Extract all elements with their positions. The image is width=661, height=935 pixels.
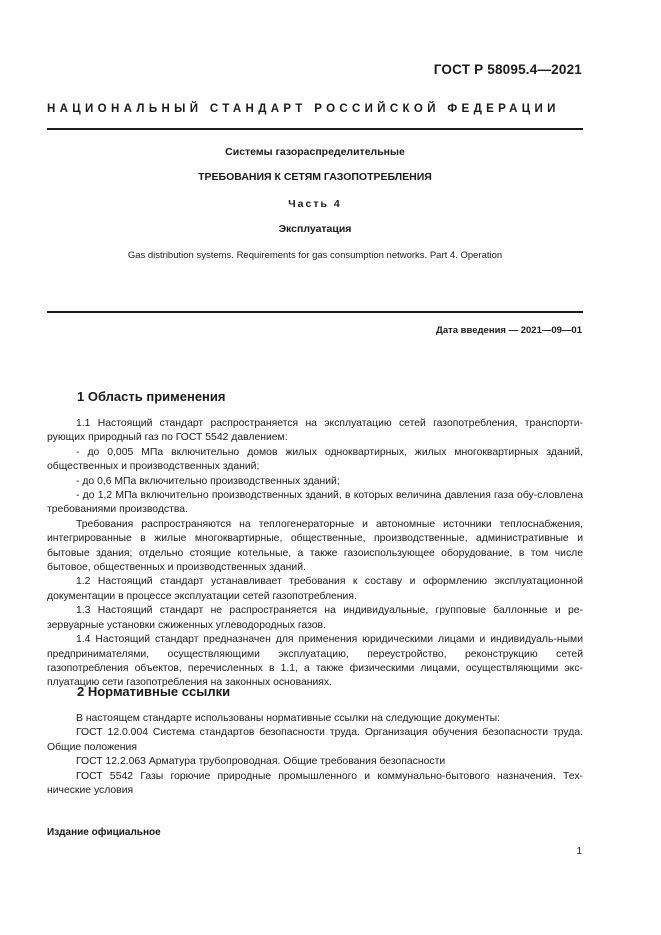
subtitle: Эксплуатация <box>278 223 352 235</box>
section-1-heading: 1 Область применения <box>77 389 226 404</box>
title-divider <box>47 311 583 313</box>
paragraph: 1.1 Настоящий стандарт распространяется на эксплуатацию сетей газопотребления, транспорти-рующих природный газ по ГОСТ 5542 давлением: <box>47 418 583 444</box>
header-divider <box>47 128 583 130</box>
paragraph: В настоящем стандарте использованы нормативные ссылки на следующие документы: <box>76 713 500 724</box>
paragraph: - до 0,005 МПа включительно домов жилых одноквартирных, жилых многоквартирных зданий, общественных и производственных зданий; <box>47 446 583 473</box>
paragraph: - до 0,6 МПа включительно производственных зданий; <box>76 475 340 487</box>
paragraph: ГОСТ 12.2.063 Арматура трубопроводная. Общие требования безопасности <box>76 756 446 768</box>
section-2-body <box>47 712 583 798</box>
footer-divider <box>47 814 187 815</box>
part-label: Часть 4 <box>288 198 342 210</box>
standard-number: ГОСТ Р 58095.4—2021 <box>433 62 582 77</box>
systems-title: Системы газораспределительные <box>225 146 405 158</box>
page-number: 1 <box>576 846 582 857</box>
paragraph: 1.3 Настоящий стандарт не распространяется на индивидуальные, групповые баллонные и ре-зервуарные установки сжиженных углеводородных газов. <box>47 605 583 631</box>
english-title: Gas distribution systems. Requirements for gas consumption networks. Part 4. Operation <box>127 250 503 261</box>
official-edition: Издание официальное <box>47 827 161 838</box>
paragraph: 1.2 Настоящий стандарт устанавливает требования к составу и оформлению эксплуатационной документации в процессе эксплуатации сетей газопотребления. <box>47 576 583 602</box>
section-1-body <box>47 417 583 691</box>
paragraph: 1.4 Настоящий стандарт предназначен для применения юридическими лицами и индивидуаль-ными предпринимателями, осуществляющими эксплуатацию, переустройство, реконструкцию сетей газопотребления объектов, перечисленных в 1.1, а также физическими лицами, осуществляющими экс-плуатацию сети газопотребления на законных основаниях. <box>47 634 583 689</box>
paragraph: Требования распространяются на теплогенераторные и автономные источники теплоснабжения, интегрированные в жилые многоквартирные, общественные, производственные, административные и бытовые здания; отдельно стоящие котельные, а также газоиспользующее оборудование, в том числе бытовое, общественных и производственных зданий. <box>47 518 583 574</box>
introduction-date: Дата введения — 2021—09—01 <box>436 325 582 336</box>
paragraph: ГОСТ 5542 Газы горючие природные промышленного и коммунально-бытового назначения. Тех-нические условия <box>47 770 583 797</box>
requirements-title: ТРЕБОВАНИЯ К СЕТЯМ ГАЗОПОТРЕБЛЕНИЯ <box>198 171 432 183</box>
paragraph: - до 1,2 МПа включительно производственных зданий, в которых величина давления газа обу-словлена требованиями производства. <box>47 490 583 516</box>
national-standard-title: НАЦИОНАЛЬНЫЙ СТАНДАРТ РОССИЙСКОЙ ФЕДЕРАЦИИ <box>47 103 560 115</box>
section-2-heading: 2 Нормативные ссылки <box>77 684 231 699</box>
paragraph: ГОСТ 12.0.004 Система стандартов безопасности труда. Организация обучения безопасности труда. Общие положения <box>47 727 583 753</box>
